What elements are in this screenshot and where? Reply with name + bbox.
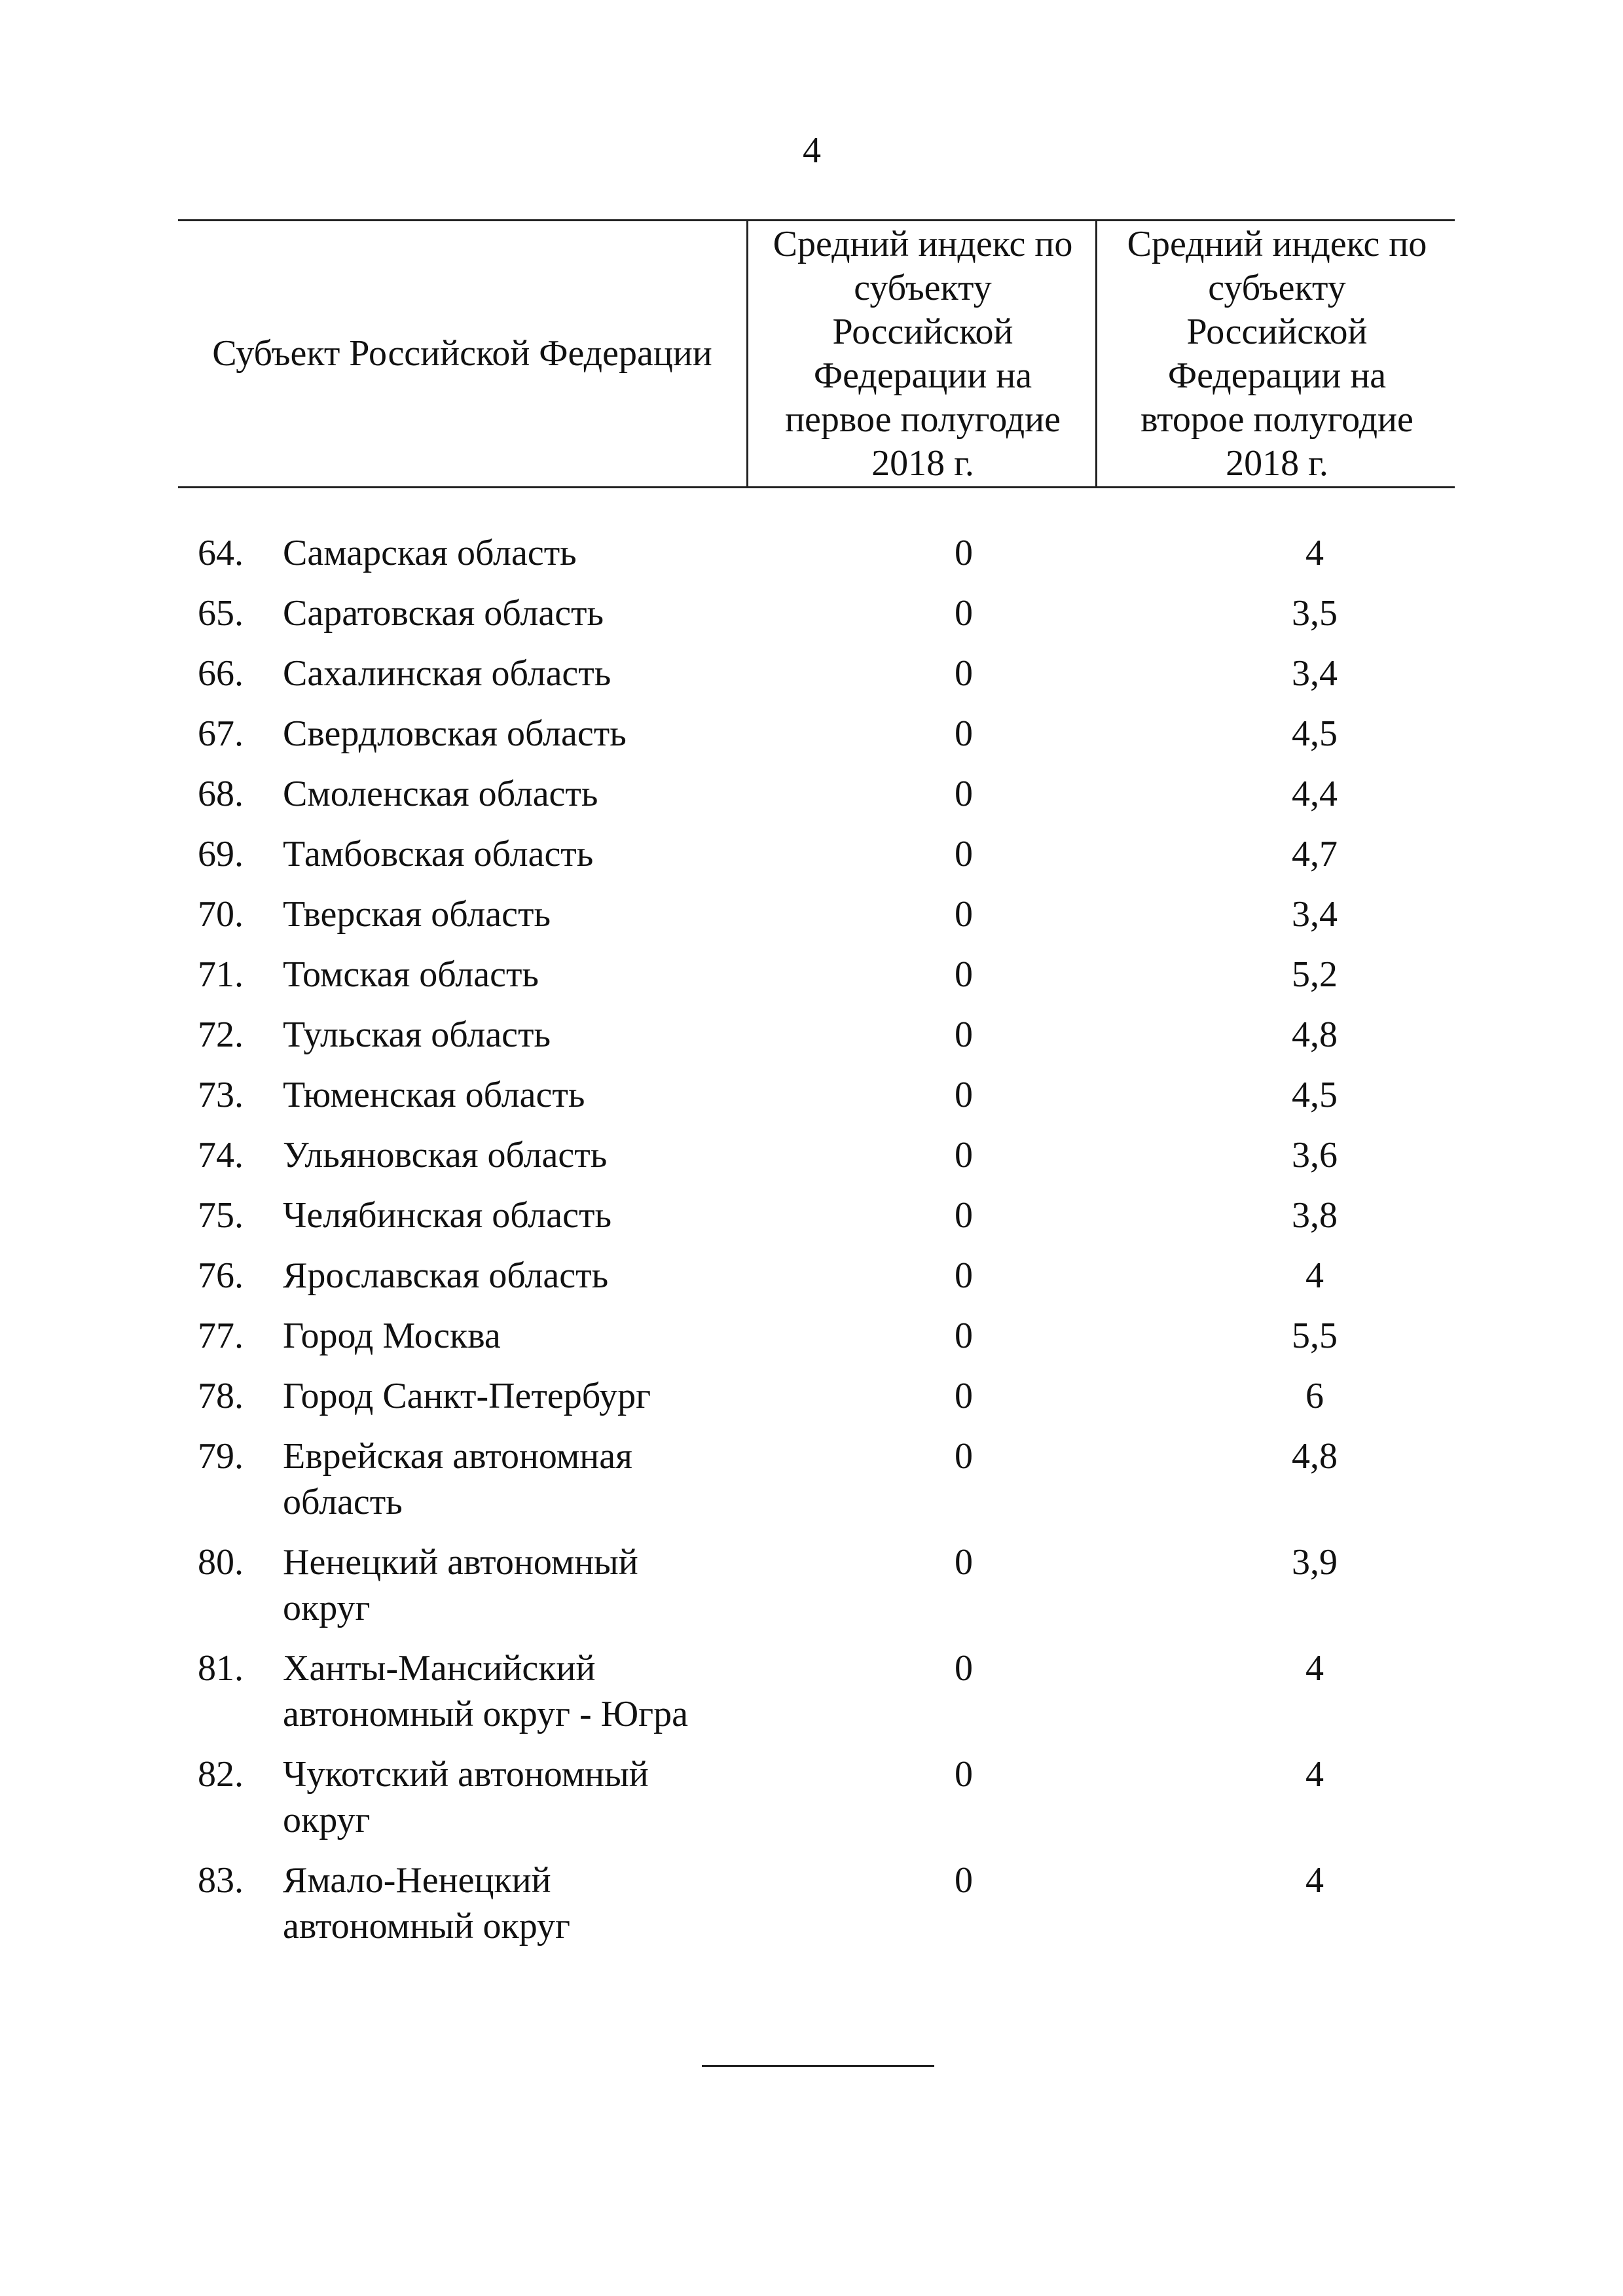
row-second-half-value: 4 [1305,1754,1324,1795]
row-subject: Самарская область [283,533,577,573]
row-subject: Ямало-Ненецкий автономный округ [283,1860,570,1946]
table-row [178,1313,1455,1373]
row-first-half-value: 0 [955,774,973,814]
row-first-half-value: 0 [955,1195,973,1236]
row-first-half-value: 0 [955,653,973,694]
row-second-half-value: 3,8 [1292,1195,1338,1236]
row-first-half-value: 0 [955,1436,973,1477]
row-first-half-value: 0 [955,713,973,754]
table-row [178,1433,1455,1539]
page-number: 4 [803,130,821,171]
row-subject: Город Санкт-Петербург [283,1376,651,1416]
row-second-half-value: 4,4 [1292,774,1338,814]
row-number: 72. [198,1014,244,1055]
row-first-half-value: 0 [955,533,973,573]
row-first-half-value: 0 [955,894,973,935]
table-row [178,1012,1455,1072]
row-number: 66. [198,653,244,694]
row-subject: Челябинская область [283,1195,611,1236]
row-second-half-value: 3,6 [1292,1135,1338,1175]
header-second-half [1095,221,1457,486]
table-body [178,530,1455,1964]
row-subject: Тамбовская область [283,834,594,874]
row-second-half-value: 4 [1305,1648,1324,1689]
row-first-half-value: 0 [955,1754,973,1795]
table-row [178,1645,1455,1751]
row-subject: Смоленская область [283,774,598,814]
table-row [178,1132,1455,1193]
table-row [178,1539,1455,1645]
row-first-half-value: 0 [955,1648,973,1689]
row-second-half-value: 4,5 [1292,1075,1338,1115]
row-subject: Тульская область [283,1014,551,1055]
row-second-half-value: 4,8 [1292,1014,1338,1055]
row-number: 67. [198,713,244,754]
row-second-half-value: 3,4 [1292,894,1338,935]
row-number: 73. [198,1075,244,1115]
table-row [178,1751,1455,1857]
table-row [178,771,1455,831]
table-row [178,1253,1455,1313]
row-number: 71. [198,954,244,995]
table-header [178,219,1455,488]
row-first-half-value: 0 [955,593,973,634]
row-number: 82. [198,1754,244,1795]
row-subject: Ненецкий автономный округ [283,1542,638,1628]
row-second-half-value: 5,5 [1292,1316,1338,1356]
row-first-half-value: 0 [955,1014,973,1055]
row-number: 80. [198,1542,244,1583]
row-number: 78. [198,1376,244,1416]
row-second-half-value: 4,7 [1292,834,1338,874]
row-second-half-value: 5,2 [1292,954,1338,995]
row-second-half-value: 3,9 [1292,1542,1338,1583]
row-subject: Свердловская область [283,713,627,754]
row-second-half-value: 3,5 [1292,593,1338,634]
row-first-half-value: 0 [955,834,973,874]
row-subject: Ханты-Мансийский автономный округ - Югра [283,1648,689,1734]
row-second-half-value: 4 [1305,1860,1324,1901]
table-row [178,1857,1455,1964]
row-second-half-value: 6 [1305,1376,1324,1416]
row-subject: Ярославская область [283,1255,609,1296]
row-second-half-value: 4,8 [1292,1436,1338,1477]
row-second-half-value: 3,4 [1292,653,1338,694]
header-subject-label: Субъект Российской Федерации [212,333,712,374]
row-number: 65. [198,593,244,634]
row-number: 79. [198,1436,244,1477]
row-number: 64. [198,533,244,573]
table-row [178,831,1455,891]
table-row [178,651,1455,711]
row-number: 75. [198,1195,244,1236]
end-divider [702,2065,934,2067]
row-first-half-value: 0 [955,1255,973,1296]
header-second-half-label: Средний индекс по субъекту Российской Федерации на второе полугодие 2018 г. [1127,223,1427,484]
row-first-half-value: 0 [955,1860,973,1901]
row-subject: Город Москва [283,1316,501,1356]
header-subject [178,221,746,486]
row-second-half-value: 4,5 [1292,713,1338,754]
table-row [178,1193,1455,1253]
header-first-half-label: Средний индекс по субъекту Российской Федерации на первое полугодие 2018 г. [773,223,1073,484]
row-number: 76. [198,1255,244,1296]
row-first-half-value: 0 [955,1075,973,1115]
row-subject: Томская область [283,954,539,995]
table-row [178,1373,1455,1433]
table-row [178,1072,1455,1132]
row-number: 74. [198,1135,244,1175]
row-subject: Сахалинская область [283,653,611,694]
header-first-half [746,221,1097,486]
row-number: 81. [198,1648,244,1689]
row-second-half-value: 4 [1305,1255,1324,1296]
row-first-half-value: 0 [955,1542,973,1583]
row-second-half-value: 4 [1305,533,1324,573]
row-first-half-value: 0 [955,1376,973,1416]
row-subject: Ульяновская область [283,1135,608,1175]
table-row [178,891,1455,952]
table-row [178,952,1455,1012]
row-first-half-value: 0 [955,954,973,995]
row-subject: Саратовская область [283,593,604,634]
row-subject: Тюменская область [283,1075,585,1115]
row-subject: Еврейская автономная область [283,1436,632,1522]
row-first-half-value: 0 [955,1316,973,1356]
row-number: 83. [198,1860,244,1901]
row-subject: Тверская область [283,894,551,935]
row-first-half-value: 0 [955,1135,973,1175]
row-number: 68. [198,774,244,814]
table-row [178,590,1455,651]
row-number: 69. [198,834,244,874]
row-subject: Чукотский автономный округ [283,1754,649,1840]
row-number: 70. [198,894,244,935]
table-row [178,711,1455,771]
row-number: 77. [198,1316,244,1356]
table-row [178,530,1455,590]
